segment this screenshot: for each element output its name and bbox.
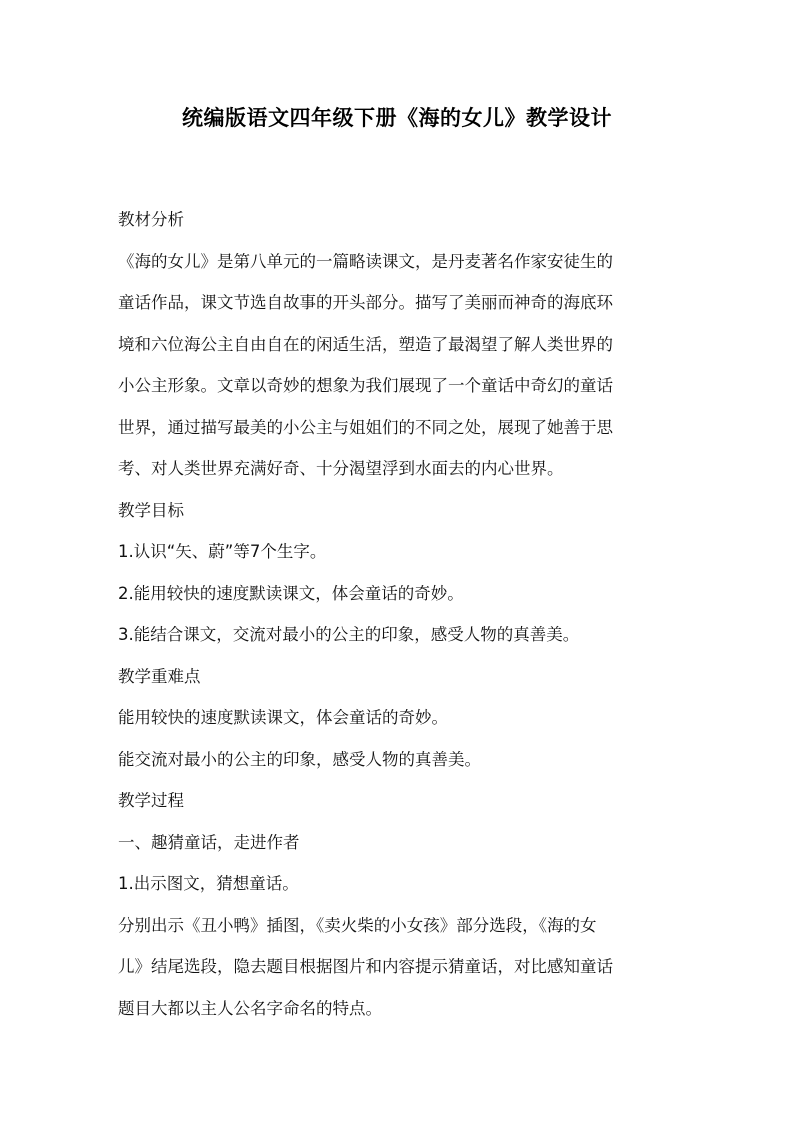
paragraph-line: 童话作品，课文节选自故事的开头部分。描写了美丽而神奇的海底环 (118, 293, 613, 312)
process-substep: 1.出示图文，猜想童话。 (118, 874, 299, 893)
goal-item: 2.能用较快的速度默读课文，体会童话的奇妙。 (118, 583, 464, 603)
difficulty-item: 能用较快的速度默读课文，体会童话的奇妙。 (118, 708, 448, 727)
goal-item: 3.能结合课文，交流对最小的公主的印象，感受人物的真善美。 (118, 625, 580, 644)
paragraph-line: 境和六位海公主自由自在的闲适生活，塑造了最渴望了解人类世界的 (118, 334, 613, 354)
paragraph-line: 题目大都以主人公名字命名的特点。 (118, 998, 382, 1018)
difficulty-item: 能交流对最小的公主的印象，感受人物的真善美。 (118, 749, 481, 769)
paragraph-line: 儿》结尾选段，隐去题目根据图片和内容提示猜童话，对比感知童话 (118, 957, 613, 976)
paragraph-line: 分别出示《丑小鸭》插图，《卖火柴的小女孩》部分选段，《海的女 (118, 915, 597, 935)
document-title: 统编版语文四年级下册《海的女儿》教学设计 (182, 106, 612, 130)
paragraph-line: 考、对人类世界充满好奇、十分渴望浮到水面去的内心世界。 (118, 459, 564, 478)
section-heading-teaching-goals: 教学目标 (118, 500, 184, 520)
paragraph-line: 小公主形象。文章以奇妙的想象为我们展现了一个童话中奇幻的童话 (118, 376, 613, 395)
goal-item: 1.认识“矢、蔚”等7个生字。 (118, 542, 327, 561)
paragraph-line: 《海的女儿》是第八单元的一篇略读课文，是丹麦著名作家安徒生的 (118, 251, 613, 271)
section-heading-key-difficulties: 教学重难点 (118, 666, 201, 686)
paragraph-line: 世界，通过描写最美的小公主与姐姐们的不同之处，展现了她善于思 (118, 417, 613, 437)
section-heading-teaching-process: 教学过程 (118, 791, 184, 810)
document-body (118, 199, 684, 1029)
section-heading-textbook-analysis: 教材分析 (118, 210, 184, 229)
process-step-heading: 一、趣猜童话，走进作者 (118, 832, 300, 852)
